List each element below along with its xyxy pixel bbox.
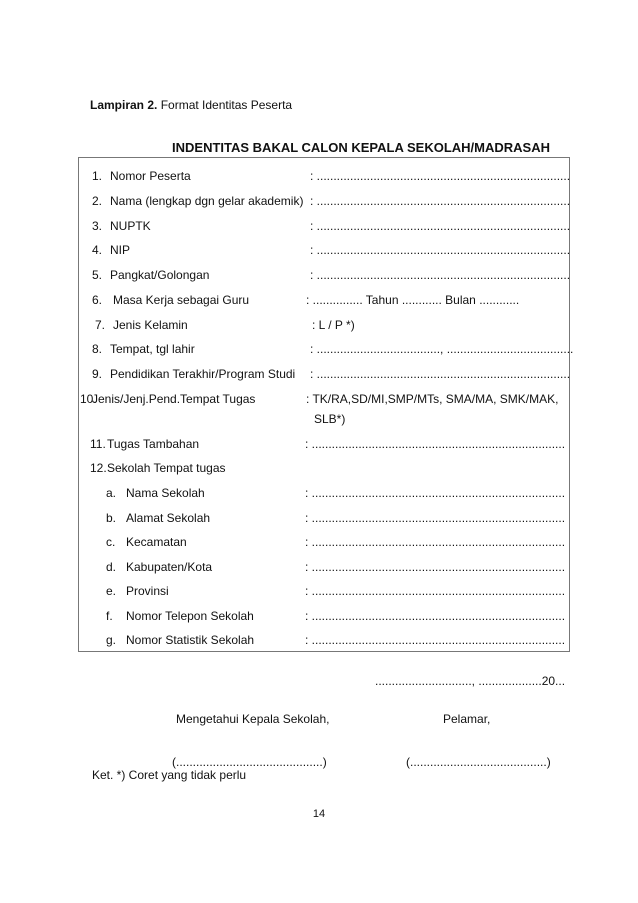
subfield-label: Kabupaten/Kota [126, 560, 213, 574]
field-row [0, 461, 638, 477]
subfield-value[interactable]: : ............................................................................ [305, 511, 566, 525]
field-row [0, 293, 638, 309]
subfield-row [0, 511, 638, 527]
subfield-letter: c. [106, 535, 116, 549]
field-label: NUPTK [110, 219, 151, 233]
principal-sign-label: Mengetahui Kepala Sekolah, [176, 712, 330, 726]
field-value[interactable]: : ............................................................................ [310, 169, 571, 183]
subfield-row [0, 560, 638, 576]
field-number: 11. [90, 437, 106, 451]
subfield-label: Provinsi [126, 584, 169, 598]
attachment-caption [90, 98, 292, 112]
field-label: Nama (lengkap dgn gelar akademik) [110, 194, 304, 208]
subfield-row [0, 584, 638, 600]
subfield-label: Kecamatan [126, 535, 187, 549]
subfield-row [0, 633, 638, 649]
field-value[interactable]: : ............... Tahun ............ Bulan ............ [306, 293, 520, 307]
field-value[interactable]: : ............................................................................ [310, 243, 571, 257]
subfield-letter: b. [106, 511, 117, 525]
subfield-row [0, 609, 638, 625]
field-label: Jenis/Jenj.Pend.Tempat Tugas [92, 392, 256, 406]
field-label: Sekolah Tempat tugas [107, 461, 226, 475]
field-row [0, 169, 638, 185]
subfield-label: Nomor Telepon Sekolah [126, 609, 254, 623]
subfield-label: Alamat Sekolah [126, 511, 211, 525]
field-value[interactable]: : ............................................................................ [310, 219, 571, 233]
field-row [0, 342, 638, 358]
field-number: 10. [80, 392, 97, 406]
subfield-letter: e. [106, 584, 117, 598]
subfield-value[interactable]: : ............................................................................ [305, 535, 566, 549]
principal-signature-blank: (............................................) [172, 755, 327, 769]
subfield-row [0, 535, 638, 551]
subfield-label: Nomor Statistik Sekolah [126, 633, 255, 647]
attachment-caption-bold: Lampiran 2. [90, 98, 158, 112]
subfield-label: Nama Sekolah [126, 486, 205, 500]
subfield-value[interactable]: : ............................................................................ [305, 584, 566, 598]
field-number: 1. [92, 169, 103, 183]
subfield-letter: d. [106, 560, 117, 574]
field-label: Pendidikan Terakhir/Program Studi [110, 367, 296, 381]
place-date-line: ............................., ...................20... [375, 674, 566, 688]
field-value[interactable]: : ....................................., ...................................... [310, 342, 574, 356]
field-label: Jenis Kelamin [113, 318, 188, 332]
field-label: Nomor Peserta [110, 169, 191, 183]
field-value[interactable]: : ............................................................................ [310, 194, 571, 208]
field-value[interactable]: : TK/RA,SD/MI,SMP/MTs, SMA/MA, SMK/MAK, [306, 392, 559, 406]
field-value[interactable]: : ............................................................................ [310, 367, 571, 381]
subfield-value[interactable]: : ............................................................................ [305, 609, 566, 623]
footnote: Ket. *) Coret yang tidak perlu [92, 768, 247, 782]
field-row [0, 243, 638, 259]
field-label: Pangkat/Golongan [110, 268, 210, 282]
applicant-signature-blank: (.........................................) [406, 755, 551, 769]
field-row [0, 437, 638, 453]
field-number: 7. [95, 318, 106, 332]
field-row [0, 219, 638, 235]
field-value[interactable]: : ............................................................................ [310, 268, 571, 282]
field-number: 4. [92, 243, 103, 257]
field-row [0, 392, 638, 426]
subfield-letter: f. [106, 609, 113, 623]
subfield-value[interactable]: : ............................................................................ [305, 633, 566, 647]
subfield-value[interactable]: : ............................................................................ [305, 486, 566, 500]
field-label: Masa Kerja sebagai Guru [113, 293, 250, 307]
field-number: 3. [92, 219, 103, 233]
field-number: 2. [92, 194, 103, 208]
applicant-sign-label: Pelamar, [443, 712, 491, 726]
field-number: 8. [92, 342, 103, 356]
field-label: Tempat, tgl lahir [110, 342, 195, 356]
field-number: 5. [92, 268, 103, 282]
page-number: 14 [312, 808, 326, 820]
attachment-caption-rest: Format Identitas Peserta [157, 98, 293, 112]
field-row [0, 367, 638, 383]
subfield-value[interactable]: : ............................................................................ [305, 560, 566, 574]
field-value[interactable]: : L / P *) [312, 318, 355, 332]
field-value-continued: SLB*) [314, 412, 346, 426]
field-row [0, 268, 638, 284]
field-number: 6. [92, 293, 103, 307]
subfield-letter: g. [106, 633, 117, 647]
subfield-row [0, 486, 638, 502]
field-number: 9. [92, 367, 103, 381]
subfield-letter: a. [106, 486, 117, 500]
field-row [0, 318, 638, 334]
form-title: INDENTITAS BAKAL CALON KEPALA SEKOLAH/MADRASAH [172, 140, 550, 155]
field-value[interactable]: : ............................................................................ [305, 437, 566, 451]
field-label: Tugas Tambahan [107, 437, 200, 451]
field-row [0, 194, 638, 210]
field-number: 12. [90, 461, 107, 475]
field-label: NIP [110, 243, 131, 257]
